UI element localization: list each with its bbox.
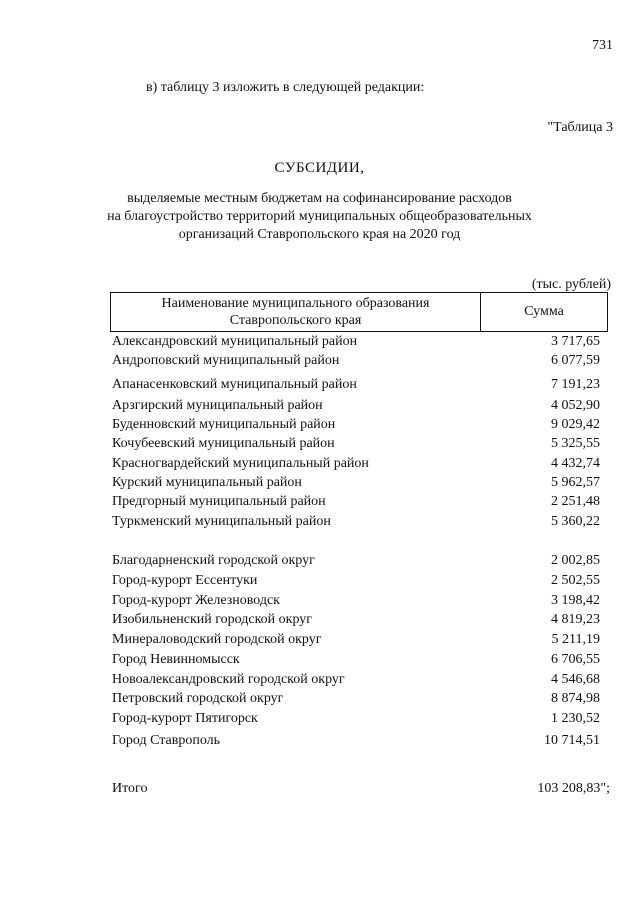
row-value: 5 962,57 [551, 475, 600, 490]
row-name: Город-курорт Железноводск [112, 593, 280, 608]
row-name: Благодарненский городской округ [112, 553, 315, 568]
table-row [112, 417, 600, 435]
instruction-text: в) таблицу 3 изложить в следующей редакции: [146, 80, 425, 95]
row-value: 9 029,42 [551, 417, 600, 432]
row-name: Александровский муниципальный район [112, 334, 358, 349]
row-value: 10 714,51 [544, 733, 600, 748]
row-name: Город-курорт Ессентуки [112, 573, 258, 588]
row-value: 2 002,85 [551, 553, 600, 568]
row-name: Город Ставрополь [112, 733, 221, 748]
row-name: Новоалександровский городской округ [112, 672, 345, 687]
table-row [112, 398, 600, 416]
table-reference: "Таблица 3 [547, 120, 613, 135]
row-value: 4 432,74 [551, 456, 600, 471]
row-name: Город-курорт Пятигорск [112, 711, 258, 726]
table-row [112, 514, 600, 532]
table-header [110, 292, 608, 332]
table-row [112, 593, 600, 611]
row-name: Арзгирский муниципальный район [112, 398, 323, 413]
row-name: Петровский городской округ [112, 691, 284, 706]
header-name-column: Наименование муниципального образования Ставропольского края [111, 293, 481, 331]
row-name: Андроповский муниципальный район [112, 353, 340, 368]
row-value: 4 546,68 [551, 672, 600, 687]
table-row [112, 436, 600, 454]
total-label: Итого [112, 781, 148, 796]
row-value: 2 251,48 [551, 494, 600, 509]
subtitle-line: организаций Ставропольского края на 2020 год [178, 227, 461, 242]
row-value: 5 211,19 [551, 632, 600, 647]
table-row [112, 475, 600, 493]
subtitle-line: на благоустройство территорий муниципальных общеобразовательных [107, 209, 532, 224]
row-value: 8 874,98 [551, 691, 600, 706]
row-name: Город Невинномысск [112, 652, 240, 667]
table-row [112, 612, 600, 630]
units-label: (тыс. рублей) [531, 277, 611, 292]
total-value: 103 208,83"; [537, 781, 610, 796]
row-name: Кочубеевский муниципальный район [112, 436, 335, 451]
row-value: 7 191,23 [551, 377, 600, 392]
table-row [112, 494, 600, 512]
table-row [112, 553, 600, 571]
row-name: Курский муниципальный район [112, 475, 302, 490]
table-row [112, 377, 600, 395]
subtitle-line: выделяемые местным бюджетам на софинансирование расходов [127, 191, 512, 206]
row-name: Изобильненский городской округ [112, 612, 313, 627]
table-row [112, 456, 600, 474]
row-value: 1 230,52 [551, 711, 600, 726]
row-name: Апанасенковский муниципальный район [112, 377, 357, 392]
header-sum-column: Сумма [524, 304, 564, 319]
table-row [112, 733, 600, 751]
table-row [112, 672, 600, 690]
table-row [112, 573, 600, 591]
table-row [112, 632, 600, 650]
row-value: 6 706,55 [551, 652, 600, 667]
row-name: Красногвардейский муниципальный район [112, 456, 369, 471]
row-value: 4 819,23 [551, 612, 600, 627]
table-row [112, 353, 600, 371]
row-value: 3 717,65 [551, 334, 600, 349]
row-value: 2 502,55 [551, 573, 600, 588]
row-name: Буденновский муниципальный район [112, 417, 336, 432]
row-value: 4 052,90 [551, 398, 600, 413]
row-value: 3 198,42 [551, 593, 600, 608]
row-name: Предгорный муниципальный район [112, 494, 326, 509]
document-subtitle [0, 190, 639, 244]
table-row [112, 334, 600, 352]
row-name: Минераловодский городской округ [112, 632, 322, 647]
row-name: Туркменский муниципальный район [112, 514, 331, 529]
row-value: 6 077,59 [551, 353, 600, 368]
table-row [112, 652, 600, 670]
row-value: 5 360,22 [551, 514, 600, 529]
table-row [112, 711, 600, 729]
document-title: СУБСИДИИ, [274, 160, 365, 176]
table-row [112, 691, 600, 709]
page-number: 731 [592, 38, 613, 53]
row-value: 5 325,55 [551, 436, 600, 451]
